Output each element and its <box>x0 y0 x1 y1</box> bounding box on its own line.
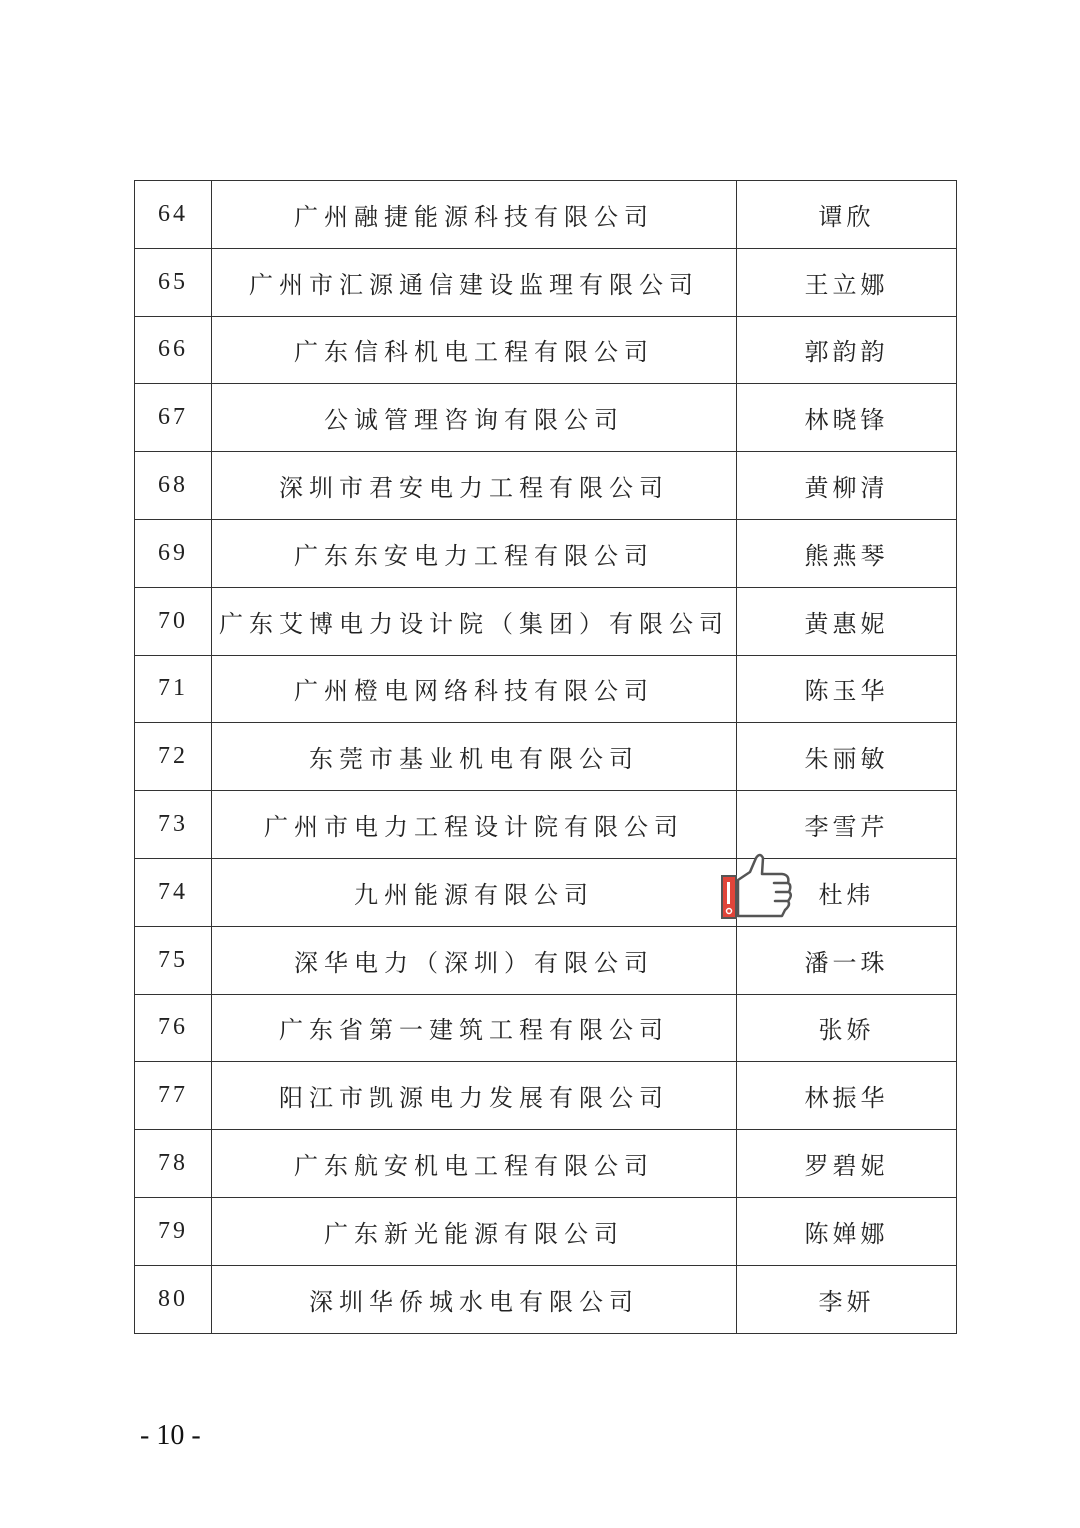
company-name: 东莞市基业机电有限公司 <box>212 723 737 791</box>
table-row <box>135 926 957 994</box>
table-row <box>135 1062 957 1130</box>
company-name: 广东东安电力工程有限公司 <box>212 519 737 587</box>
table-row <box>135 1265 957 1333</box>
person-name: 熊燕琴 <box>737 519 957 587</box>
company-name: 广东信科机电工程有限公司 <box>212 316 737 384</box>
row-number: 76 <box>135 994 212 1062</box>
row-number: 64 <box>135 181 212 249</box>
name-list-table <box>134 180 957 1334</box>
table-row <box>135 452 957 520</box>
row-number: 67 <box>135 384 212 452</box>
person-name: 陈玉华 <box>737 655 957 723</box>
row-number: 71 <box>135 655 212 723</box>
company-name: 深华电力（深圳）有限公司 <box>212 926 737 994</box>
company-name: 广州融捷能源科技有限公司 <box>212 181 737 249</box>
company-name: 广东航安机电工程有限公司 <box>212 1130 737 1198</box>
table-row <box>135 994 957 1062</box>
person-name: 林振华 <box>737 1062 957 1130</box>
person-name: 谭欣 <box>737 181 957 249</box>
row-number: 68 <box>135 452 212 520</box>
table-row <box>135 791 957 859</box>
table-row <box>135 181 957 249</box>
company-name: 深圳市君安电力工程有限公司 <box>212 452 737 520</box>
row-number: 77 <box>135 1062 212 1130</box>
company-name: 广东艾博电力设计院（集团）有限公司 <box>212 587 737 655</box>
person-name: 陈婵娜 <box>737 1197 957 1265</box>
person-name: 林晓锋 <box>737 384 957 452</box>
row-number: 73 <box>135 791 212 859</box>
person-name: 王立娜 <box>737 248 957 316</box>
person-name: 朱丽敏 <box>737 723 957 791</box>
company-name: 广州橙电网络科技有限公司 <box>212 655 737 723</box>
person-name: 潘一珠 <box>737 926 957 994</box>
person-name: 黄惠妮 <box>737 587 957 655</box>
person-name: 李妍 <box>737 1265 957 1333</box>
row-number: 65 <box>135 248 212 316</box>
person-name: 杜炜 <box>737 858 957 926</box>
person-name: 罗碧妮 <box>737 1130 957 1198</box>
row-number: 72 <box>135 723 212 791</box>
table-row <box>135 858 957 926</box>
table-row <box>135 1197 957 1265</box>
table-row <box>135 655 957 723</box>
table-row <box>135 384 957 452</box>
table-row <box>135 1130 957 1198</box>
person-name: 黄柳清 <box>737 452 957 520</box>
person-name: 郭韵韵 <box>737 316 957 384</box>
row-number: 74 <box>135 858 212 926</box>
row-number: 70 <box>135 587 212 655</box>
table-row <box>135 723 957 791</box>
table-row <box>135 248 957 316</box>
company-name: 九州能源有限公司 <box>212 858 737 926</box>
person-name: 李雪芹 <box>737 791 957 859</box>
row-number: 69 <box>135 519 212 587</box>
company-name: 广东新光能源有限公司 <box>212 1197 737 1265</box>
page-number: - 10 - <box>140 1420 201 1451</box>
row-number: 66 <box>135 316 212 384</box>
row-number: 80 <box>135 1265 212 1333</box>
thumbs-up-icon[interactable] <box>718 852 796 924</box>
company-name: 阳江市凯源电力发展有限公司 <box>212 1062 737 1130</box>
row-number: 75 <box>135 926 212 994</box>
table-row <box>135 519 957 587</box>
company-name: 公诚管理咨询有限公司 <box>212 384 737 452</box>
table-row <box>135 316 957 384</box>
table-row <box>135 587 957 655</box>
row-number: 78 <box>135 1130 212 1198</box>
person-name: 张娇 <box>737 994 957 1062</box>
company-name: 广州市汇源通信建设监理有限公司 <box>212 248 737 316</box>
company-name: 广东省第一建筑工程有限公司 <box>212 994 737 1062</box>
row-number: 79 <box>135 1197 212 1265</box>
company-name: 深圳华侨城水电有限公司 <box>212 1265 737 1333</box>
company-name: 广州市电力工程设计院有限公司 <box>212 791 737 859</box>
